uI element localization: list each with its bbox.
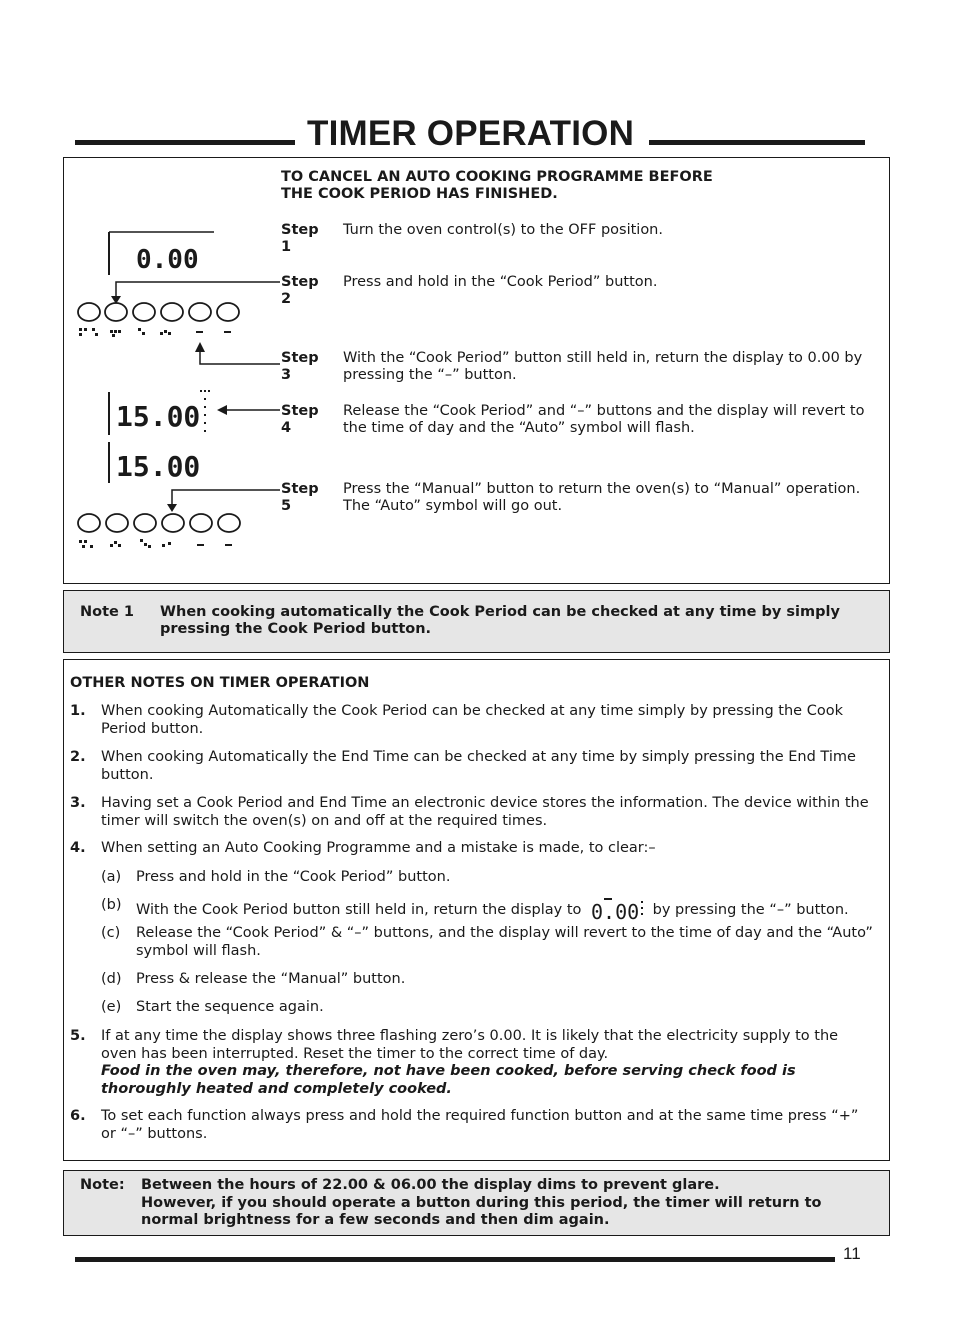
cancel-heading-line2: THE COOK PERIOD HAS FINISHED. — [281, 186, 558, 202]
page-title: TIMER OPERATION — [307, 114, 635, 153]
other-notes-section — [63, 659, 890, 1161]
step-label: Step 5 — [281, 481, 319, 514]
timer-button — [134, 514, 156, 532]
sub-item-text: Press and hold in the “Cook Period” button. — [136, 869, 451, 885]
timer-display-2 — [109, 390, 210, 435]
step-3-arrow-head — [195, 342, 205, 352]
note-1-box — [63, 590, 890, 653]
step-label: Step 2 — [281, 274, 319, 307]
note-2-text — [141, 1177, 881, 1230]
item-text: When setting an Auto Cooking Programme and a mistake is made, to clear:– — [101, 840, 656, 856]
button-symbols-2 — [79, 539, 232, 548]
timer-button — [162, 514, 184, 532]
sub-item-letter: (d) — [101, 971, 122, 987]
item-number: 5. — [70, 1028, 86, 1044]
timer-button — [161, 303, 183, 321]
timer-button — [217, 303, 239, 321]
step-3-arrow — [200, 348, 280, 364]
step-text: Turn the oven control(s) to the OFF position. — [343, 222, 663, 238]
item-5-warning: Food in the oven may, therefore, not have been cooked, before serving check food is thoroughly heated and completely cooked. — [101, 1063, 796, 1097]
timer-diagram — [64, 220, 284, 565]
timer-button — [106, 514, 128, 532]
step-label: Step 1 — [281, 222, 319, 255]
button-row-1 — [78, 303, 239, 337]
sub-item-text: Release the “Cook Period” & “–” buttons, and the display will revert to the time of day and the “Auto” symbol will flash. — [136, 925, 873, 959]
item-text: To set each function always press and hold the required function button and at the same time press “+” or “–” buttons. — [101, 1108, 859, 1142]
item-text: Having set a Cook Period and End Time an electronic device stores the information. The device within the timer will switch the oven(s) on and off at the required times. — [101, 795, 869, 829]
sub-item-text: Start the sequence again. — [136, 999, 324, 1015]
item-text: When cooking Automatically the Cook Period can be checked at any time simply by pressing the Cook Period button. — [101, 703, 843, 737]
item-number: 1. — [70, 703, 86, 719]
sub-item-text-after: by pressing the “–” button. — [652, 902, 849, 918]
timer-button — [189, 303, 211, 321]
sub-item-text-before: With the Cook Period button still held in, return the display to — [136, 902, 582, 918]
timer-display-3 — [109, 442, 200, 483]
timer-button — [218, 514, 240, 532]
item-text — [101, 1028, 876, 1098]
timer-button — [190, 514, 212, 532]
item-text: When cooking Automatically the End Time can be checked at any time by simply pressing the End Time button. — [101, 749, 856, 783]
note-2-line-1: Between the hours of 22.00 & 06.00 the display dims to prevent glare. — [141, 1177, 720, 1193]
step-label: Step 4 — [281, 403, 319, 436]
other-notes-heading: OTHER NOTES ON TIMER OPERATION — [70, 675, 370, 691]
timer-display-1 — [109, 232, 214, 275]
note-2-line-2: However, if you should operate a button during this period, the timer will return to normal brightness for a few seconds and then dim again. — [141, 1194, 822, 1228]
note-1-label: Note 1 — [80, 604, 134, 620]
item-number: 4. — [70, 840, 86, 856]
zero-display-icon — [590, 897, 644, 923]
display-2-readout: 15.00 — [116, 400, 201, 433]
step-5-arrow — [172, 490, 280, 508]
timer-button — [78, 303, 100, 321]
title-rule-right — [649, 140, 865, 145]
svg-text:0.00: 0.00 — [591, 900, 640, 923]
step-text: With the “Cook Period” button still held in, return the display to 0.00 by pressing the “–” button. — [343, 350, 863, 383]
timer-button — [105, 303, 127, 321]
step-label: Step 3 — [281, 350, 319, 383]
note-2-label: Note: — [80, 1177, 125, 1193]
step-text: Press and hold in the “Cook Period” button. — [343, 274, 658, 290]
button-row-2 — [78, 514, 240, 548]
sub-item-letter: (a) — [101, 869, 122, 885]
item-number: 2. — [70, 749, 86, 765]
display-1-readout: 0.00 — [136, 245, 199, 275]
button-symbols-1 — [79, 328, 231, 337]
item-5-text: If at any time the display shows three flashing zero’s 0.00. It is likely that the electricity supply to the oven has been interrupted. Reset the timer to the correct time of day. — [101, 1028, 839, 1062]
step-4-arrow-head — [217, 405, 227, 415]
auto-symbol-dots — [200, 390, 210, 432]
sub-item-letter: (c) — [101, 925, 121, 941]
step-text: Press the “Manual” button to return the oven(s) to “Manual” operation. The “Auto” symbol will go out. — [343, 481, 861, 514]
item-number: 6. — [70, 1108, 86, 1124]
note-1-text: When cooking automatically the Cook Period can be checked at any time by simply pressing the Cook Period button. — [160, 604, 840, 637]
note-2-box — [63, 1170, 890, 1236]
sub-item-text: Press & release the “Manual” button. — [136, 971, 406, 987]
title-rule-left — [75, 140, 295, 145]
title-row — [75, 112, 865, 156]
timer-button — [78, 514, 100, 532]
step-text: Release the “Cook Period” and “–” buttons and the display will revert to the time of day and the “Auto” symbol will flash. — [343, 403, 865, 436]
sub-item-text — [136, 897, 876, 923]
display-3-readout: 15.00 — [116, 450, 201, 483]
footer-rule — [75, 1257, 835, 1262]
step-2-arrow — [116, 282, 280, 300]
sub-item-letter: (e) — [101, 999, 122, 1015]
timer-button — [133, 303, 155, 321]
cancel-heading-line1: TO CANCEL AN AUTO COOKING PROGRAMME BEFORE — [281, 169, 713, 185]
sub-item-letter: (b) — [101, 897, 122, 913]
step-5-arrow-head — [167, 504, 177, 512]
page-number: 11 — [843, 1244, 861, 1263]
item-number: 3. — [70, 795, 86, 811]
cancel-heading — [281, 169, 713, 203]
